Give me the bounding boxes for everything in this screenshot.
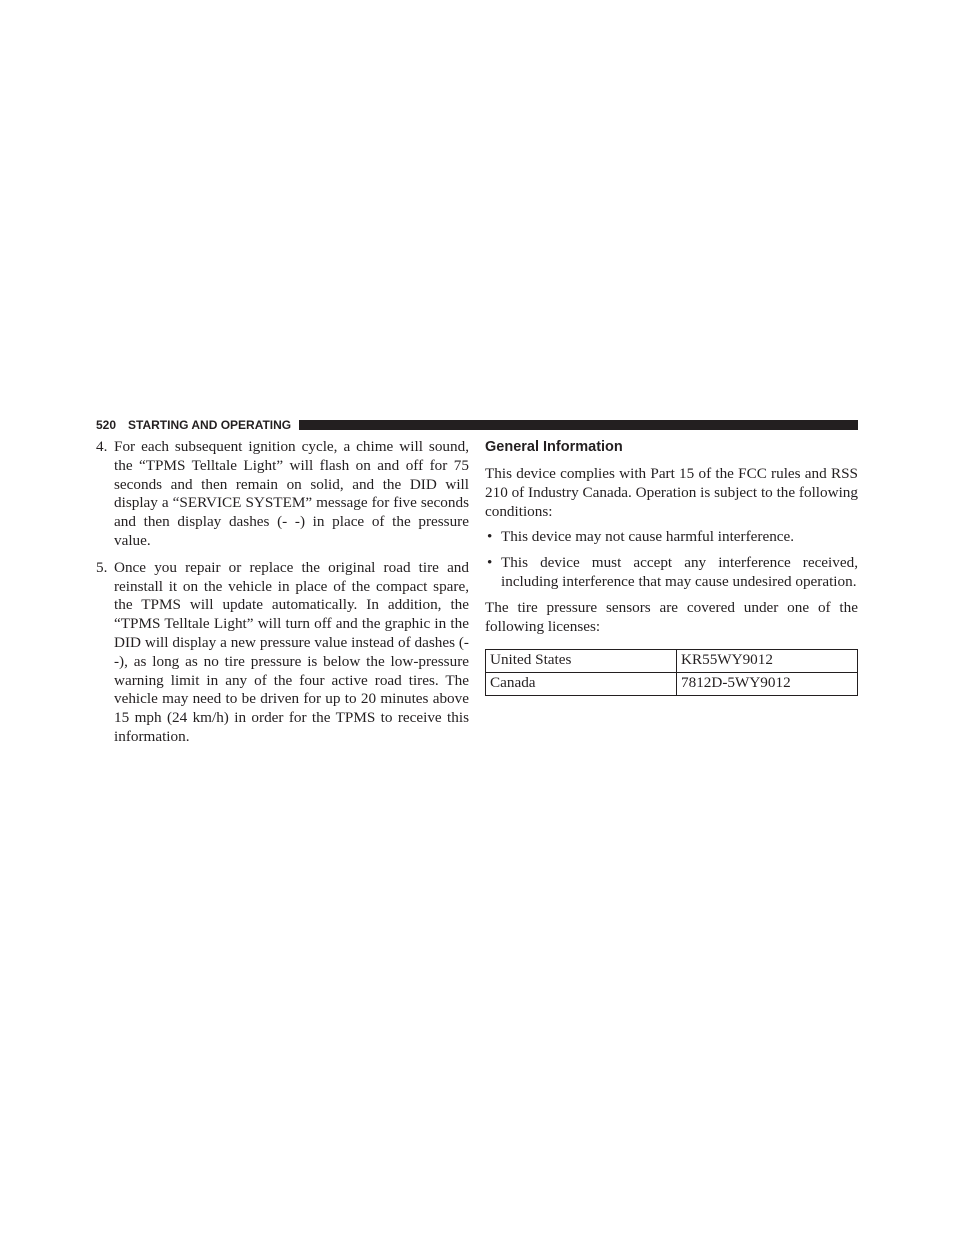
section-title: STARTING AND OPERATING [128,418,292,432]
country-cell: Canada [486,673,677,696]
list-item-5 [96,559,469,747]
licenses-paragraph: The tire pressure sensors are covered under one of the following licenses: [485,598,858,635]
bullet-text: This device may not cause harmful interference. [501,528,795,546]
page-header [96,418,858,432]
section-heading: General Information [485,439,623,455]
page-number: 520 [96,418,117,432]
header-rule [299,420,858,430]
licenses-table [485,649,858,696]
compliance-paragraph: This device complies with Part 15 of the FCC rules and RSS 210 of Industry Canada. Operation is subject to the following conditions: [485,465,858,520]
list-number: 4. [96,438,108,455]
list-number: 5. [96,558,108,576]
list-item-text: For each subsequent ignition cycle, a chime will sound, the “TPMS Telltale Light” will flash on and off for 75 seconds and then remain on solid, and the DID will display a “SERVICE SYSTEM” message for five seconds and then display dashes (- -) in place of the pressure value. [114,438,469,549]
table-row [486,650,858,673]
list-item-4 [96,438,469,551]
license-cell: 7812D-5WY9012 [677,673,858,696]
left-column [96,438,469,755]
bullet-item [485,528,858,547]
country-cell: United States [486,650,677,673]
table-row [486,673,858,696]
license-cell: KR55WY9012 [677,650,858,673]
bullet-icon: • [487,554,493,572]
bullet-icon: • [487,528,493,546]
list-item-text: Once you repair or replace the original road tire and reinstall it on the vehicle in place of the compact spare, the TPMS will update automatically. In addition, the “TPMS Telltale Light” will turn off and the graphic in the DID will display a new pressure value instead of dashes (- -), as long as no tire pressure is below the low-pressure warning limit in any of the four active road tires. The vehicle may need to be driven for up to 20 minutes above 15 mph (24 km/h) in order for the TPMS to receive this information. [114,558,469,745]
right-column [485,438,858,696]
bullet-item [485,554,858,592]
bullet-text: This device must accept any interference received, including interference that may cause undesired operation. [501,554,858,590]
